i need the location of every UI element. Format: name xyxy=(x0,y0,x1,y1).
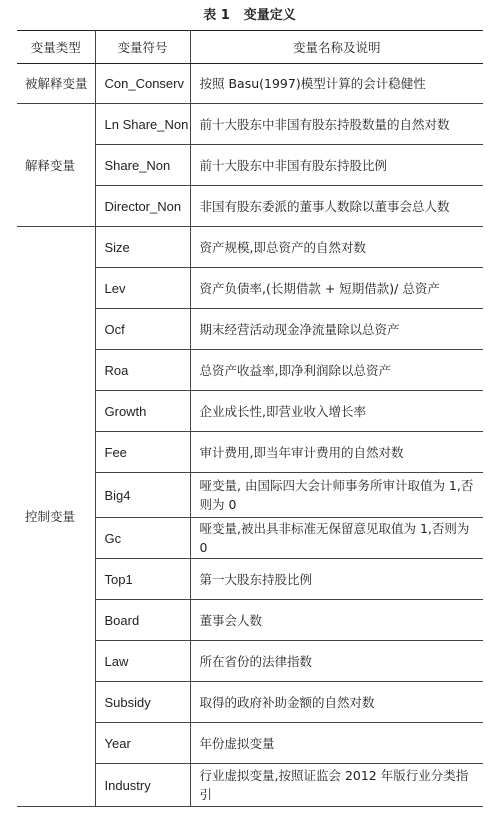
variable-description: 前十大股东中非国有股东持股数量的自然对数 xyxy=(190,104,483,145)
variable-symbol: Law xyxy=(95,641,190,682)
variable-description: 资产负债率,(长期借款 + 短期借款)/ 总资产 xyxy=(190,268,483,309)
variable-symbol: Top1 xyxy=(95,559,190,600)
table-row xyxy=(17,227,483,268)
variable-description: 企业成长性,即营业收入增长率 xyxy=(190,391,483,432)
table-row xyxy=(17,104,483,145)
variable-symbol: Ln Share_Non xyxy=(95,104,190,145)
variable-symbol: Subsidy xyxy=(95,682,190,723)
variable-symbol: Industry xyxy=(95,764,190,807)
group-dependent: 被解释变量 xyxy=(17,64,95,104)
variable-symbol: Growth xyxy=(95,391,190,432)
variable-symbol: Lev xyxy=(95,268,190,309)
header-variable-description: 变量名称及说明 xyxy=(190,31,483,64)
variable-description: 前十大股东中非国有股东持股比例 xyxy=(190,145,483,186)
variable-symbol: Ocf xyxy=(95,309,190,350)
variable-description: 审计费用,即当年审计费用的自然对数 xyxy=(190,432,483,473)
header-variable-type: 变量类型 xyxy=(17,31,95,64)
variable-symbol: Con_Conserv xyxy=(95,64,190,104)
variable-description: 总资产收益率,即净利润除以总资产 xyxy=(190,350,483,391)
header-variable-symbol: 变量符号 xyxy=(95,31,190,64)
variable-description: 年份虚拟变量 xyxy=(190,723,483,764)
table-row xyxy=(17,64,483,104)
variable-description: 所在省份的法律指数 xyxy=(190,641,483,682)
variable-description: 哑变量,被出具非标准无保留意见取值为 1,否则为 0 xyxy=(190,518,483,559)
variable-description: 行业虚拟变量,按照证监会 2012 年版行业分类指引 xyxy=(190,764,483,807)
variable-description: 哑变量, 由国际四大会计师事务所审计取值为 1,否则为 0 xyxy=(190,473,483,518)
variable-description: 非国有股东委派的董事人数除以董事会总人数 xyxy=(190,186,483,227)
table-number: 表 1 xyxy=(203,8,230,23)
variable-symbol: Big4 xyxy=(95,473,190,518)
variable-symbol: Fee xyxy=(95,432,190,473)
variable-description: 资产规模,即总资产的自然对数 xyxy=(190,227,483,268)
group-explanatory: 解释变量 xyxy=(17,104,95,227)
group-control: 控制变量 xyxy=(17,227,95,807)
variable-symbol: Roa xyxy=(95,350,190,391)
variable-symbol: Board xyxy=(95,600,190,641)
variable-symbol: Share_Non xyxy=(95,145,190,186)
variable-description: 取得的政府补助金额的自然对数 xyxy=(190,682,483,723)
table-header-row xyxy=(17,31,483,64)
variable-description: 按照 Basu(1997)模型计算的会计稳健性 xyxy=(190,64,483,104)
table-title: 变量定义 xyxy=(243,8,296,23)
variable-description: 董事会人数 xyxy=(190,600,483,641)
variable-description: 期末经营活动现金净流量除以总资产 xyxy=(190,309,483,350)
variable-symbol: Size xyxy=(95,227,190,268)
variable-symbol: Year xyxy=(95,723,190,764)
variable-definition-table xyxy=(17,30,483,807)
variable-symbol: Director_Non xyxy=(95,186,190,227)
table-caption xyxy=(0,4,499,23)
variable-description: 第一大股东持股比例 xyxy=(190,559,483,600)
variable-symbol: Gc xyxy=(95,518,190,559)
